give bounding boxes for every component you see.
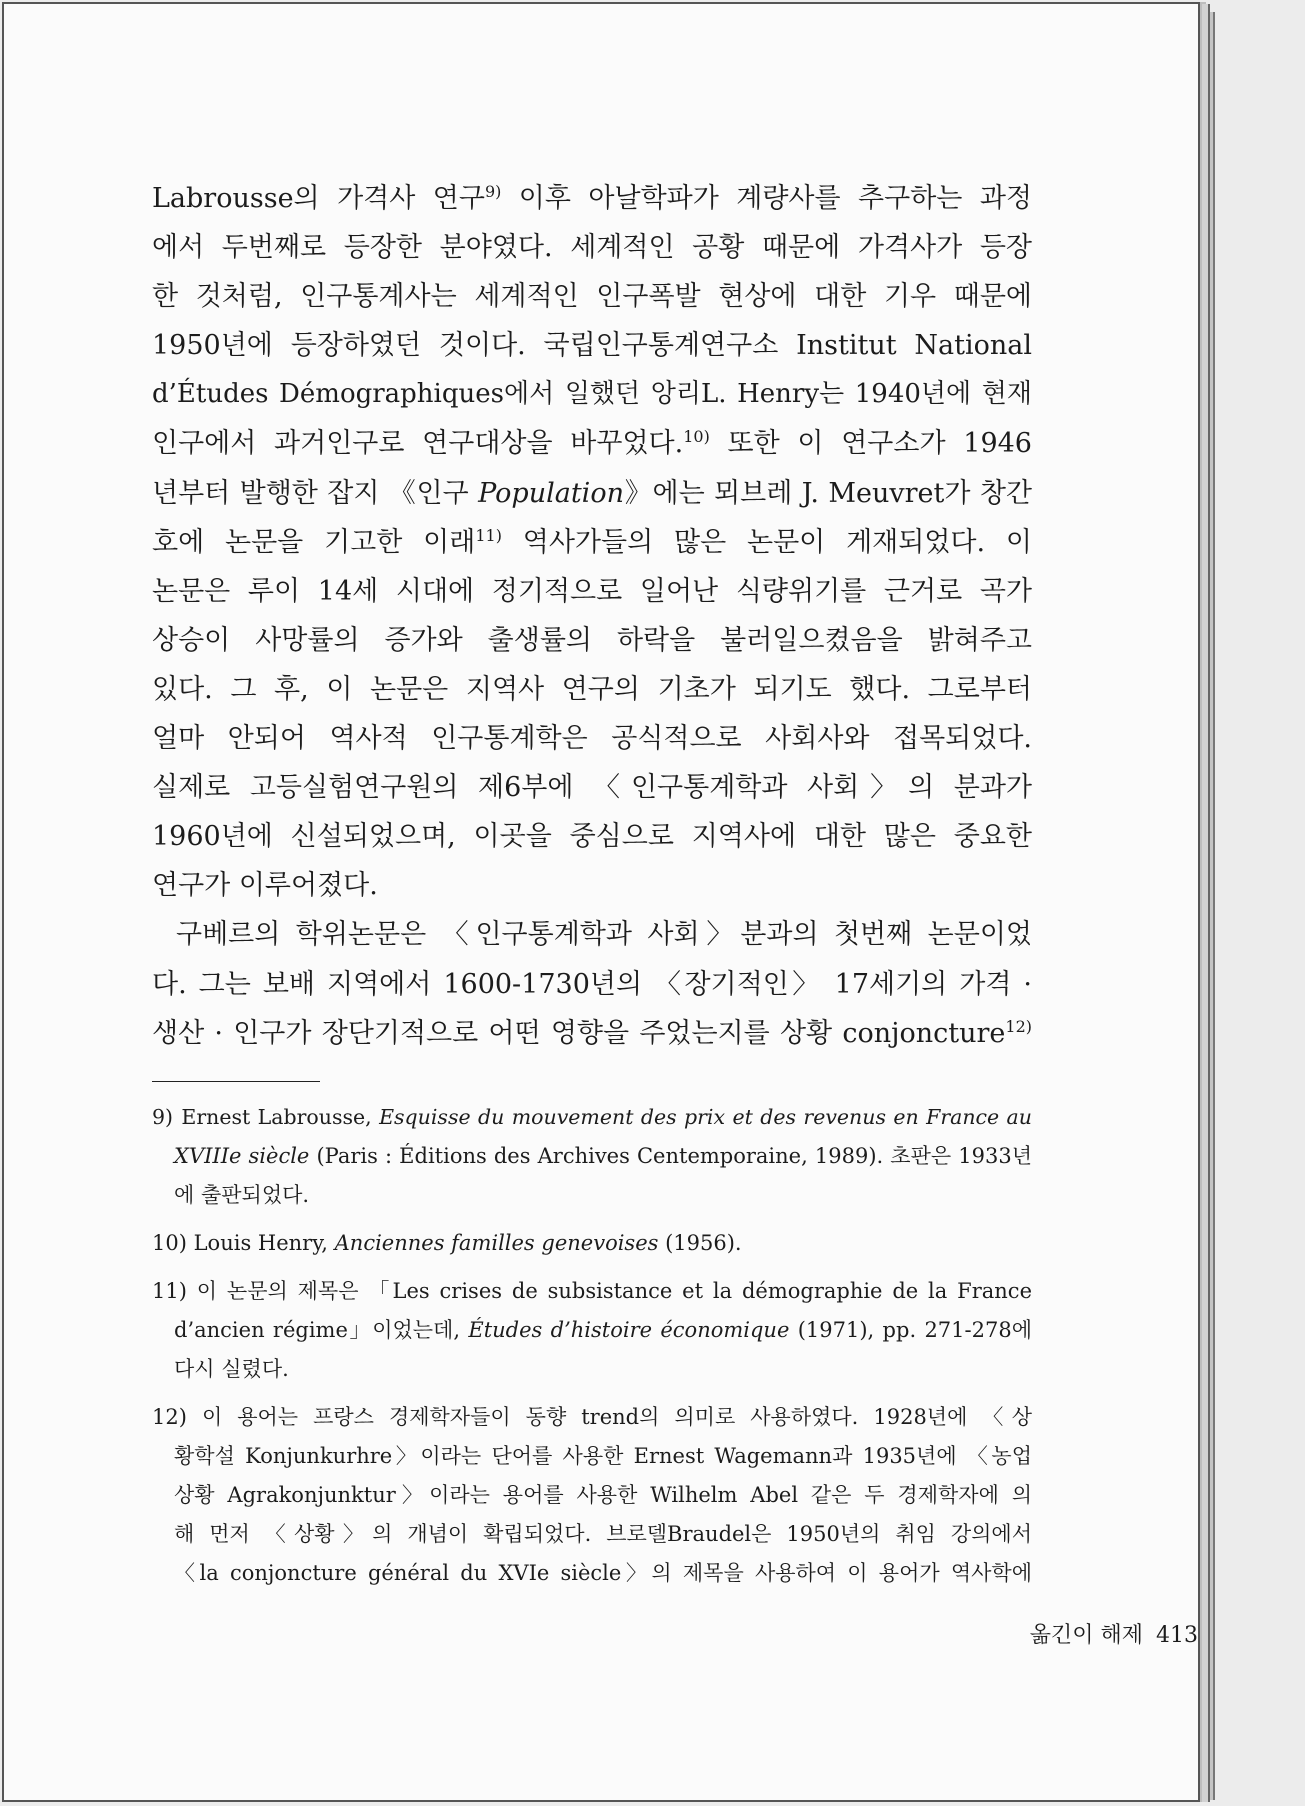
book-title: Esquisse du mouvement des prix et des revenus en France au — [379, 1105, 1032, 1129]
body-line: 실제로 고등실험연구원의 제6부에 〈인구통계학과 사회〉의 분과가 — [152, 772, 1032, 804]
footnote-ref: 11) — [475, 525, 502, 545]
footnote-line: 〈la conjoncture général du XVIe siècle〉의 제목을 사용하여 이 용어가 역사학에 — [174, 1561, 1032, 1585]
body-line: 한 것처럼, 인구통계사는 세계적인 인구폭발 현상에 대한 기우 때문에 — [152, 281, 1032, 313]
footnote-line: 에 출판되었다. — [174, 1183, 310, 1207]
book-page — [2, 2, 1200, 1802]
footnotes — [152, 1098, 1032, 1602]
body-line: 얼마 안되어 역사적 인구통계학은 공식적으로 사회사와 접목되었다. — [152, 723, 1032, 755]
book-title: XVIIIe siècle — [174, 1144, 310, 1168]
footnote — [152, 1098, 1032, 1215]
body-line: 년부터 발행한 잡지 《인구 Population》에는 뫼브레 J. Meuvret가 창간 — [152, 477, 1032, 509]
footnote-line: 9) Ernest Labrousse, Esquisse du mouvement des prix et des revenus en France au — [152, 1098, 1032, 1137]
body-line: Labrousse의 가격사 연구$^{9)}$ 이후 아날학파가 계량사를 추구하는 과정 — [152, 182, 1032, 214]
footnote-line: 황학설 Konjunkurhre〉이라는 단어를 사용한 Ernest Wagemann과 1935년에 〈농업 — [174, 1444, 1032, 1468]
body-line: 논문은 루이 14세 시대에 정기적으로 일어난 식량위기를 근거로 곡가 — [152, 575, 1032, 607]
footnote-line: 10) Louis Henry, Anciennes familles genevoises (1956). — [152, 1224, 1032, 1263]
footnote-number: 11) — [152, 1279, 187, 1303]
book-title: Anciennes familles genevoises — [334, 1231, 659, 1255]
footnote-ref: 12) — [1005, 1016, 1032, 1036]
book-title: Études d’histoire économique — [468, 1318, 790, 1342]
body-line: 다. 그는 보배 지역에서 1600-1730년의 〈장기적인〉 17세기의 가격 · — [152, 968, 1032, 1000]
page-edge — [1210, 12, 1215, 1800]
footnote-line: 11) 이 논문의 제목은 「Les crises de subsistance et la démographie de la France — [152, 1272, 1032, 1311]
footnote-number: 9) — [152, 1105, 174, 1129]
running-section-title: 옮긴이 해제 — [1029, 1623, 1143, 1648]
page-number: 413 — [1156, 1623, 1198, 1648]
footnote-line: 해 먼저 〈상황〉의 개념이 확립되었다. 브로델Braudel은 1950년의 취임 강의에서 — [174, 1522, 1032, 1546]
body-line: 있다. 그 후, 이 논문은 지역사 연구의 기초가 되기도 했다. 그로부터 — [152, 673, 1032, 705]
footnote-divider — [152, 1081, 320, 1082]
footnote — [152, 1224, 1032, 1263]
footnote — [152, 1272, 1032, 1389]
footnote-line: d’ancien régime」이었는데, Études d’histoire économique (1971), pp. 271-278에 — [174, 1318, 1032, 1342]
body-line: 1950년에 등장하였던 것이다. 국립인구통계연구소 Institut National — [152, 330, 1032, 362]
footnote-line: 다시 실렸다. — [174, 1357, 289, 1381]
main-text — [152, 174, 1032, 1058]
body-line: 연구가 이루어졌다. — [152, 870, 378, 902]
footnote-ref: 9) — [484, 182, 502, 201]
page-footer — [170, 1618, 1198, 1654]
body-line: 인구에서 과거인구로 연구대상을 바꾸었다.$^{10)}$ 또한 이 연구소가 1946 — [152, 427, 1032, 460]
footnote-number: 12) — [152, 1405, 187, 1429]
body-line: 1960년에 신설되었으며, 이곳을 중심으로 지역사에 대한 많은 중요한 — [152, 821, 1032, 853]
body-line: 상승이 사망률의 증가와 출생률의 하락을 불러일으켰음을 밝혀주고 — [152, 624, 1032, 656]
body-line: d’Études Démographiques에서 일했던 앙리L. Henry는 1940년에 현재 — [152, 379, 1032, 410]
footnote-line: 12) 이 용어는 프랑스 경제학자들이 동향 trend의 의미로 사용하였다. 1928년에 〈상 — [152, 1398, 1032, 1437]
journal-title: Population — [478, 477, 624, 509]
body-line: 호에 논문을 기고한 이래$^{11)}$ 역사가들의 많은 논문이 게재되었다. 이 — [152, 525, 1032, 558]
footnote-line: XVIIIe siècle (Paris : Éditions des Archives Centemporaine, 1989). 초판은 1933년 — [174, 1144, 1032, 1168]
footnote-line: 상황 Agrakonjunktur〉이라는 용어를 사용한 Wilhelm Abel 같은 두 경제학자에 의 — [174, 1483, 1032, 1507]
body-line: 에서 두번째로 등장한 분야였다. 세계적인 공황 때문에 가격사가 등장 — [152, 232, 1032, 264]
footnote — [152, 1398, 1032, 1593]
body-line: 구베르의 학위논문은 〈인구통계학과 사회〉분과의 첫번째 논문이었 — [176, 919, 1032, 951]
body-line: 생산 · 인구가 장단기적으로 어떤 영향을 주었는지를 상황 conjoncture$^{12)}$ — [152, 1016, 1032, 1049]
footnote-ref: 10) — [683, 427, 710, 447]
footnote-number: 10) — [152, 1231, 187, 1255]
page-edge — [1202, 4, 1210, 1802]
